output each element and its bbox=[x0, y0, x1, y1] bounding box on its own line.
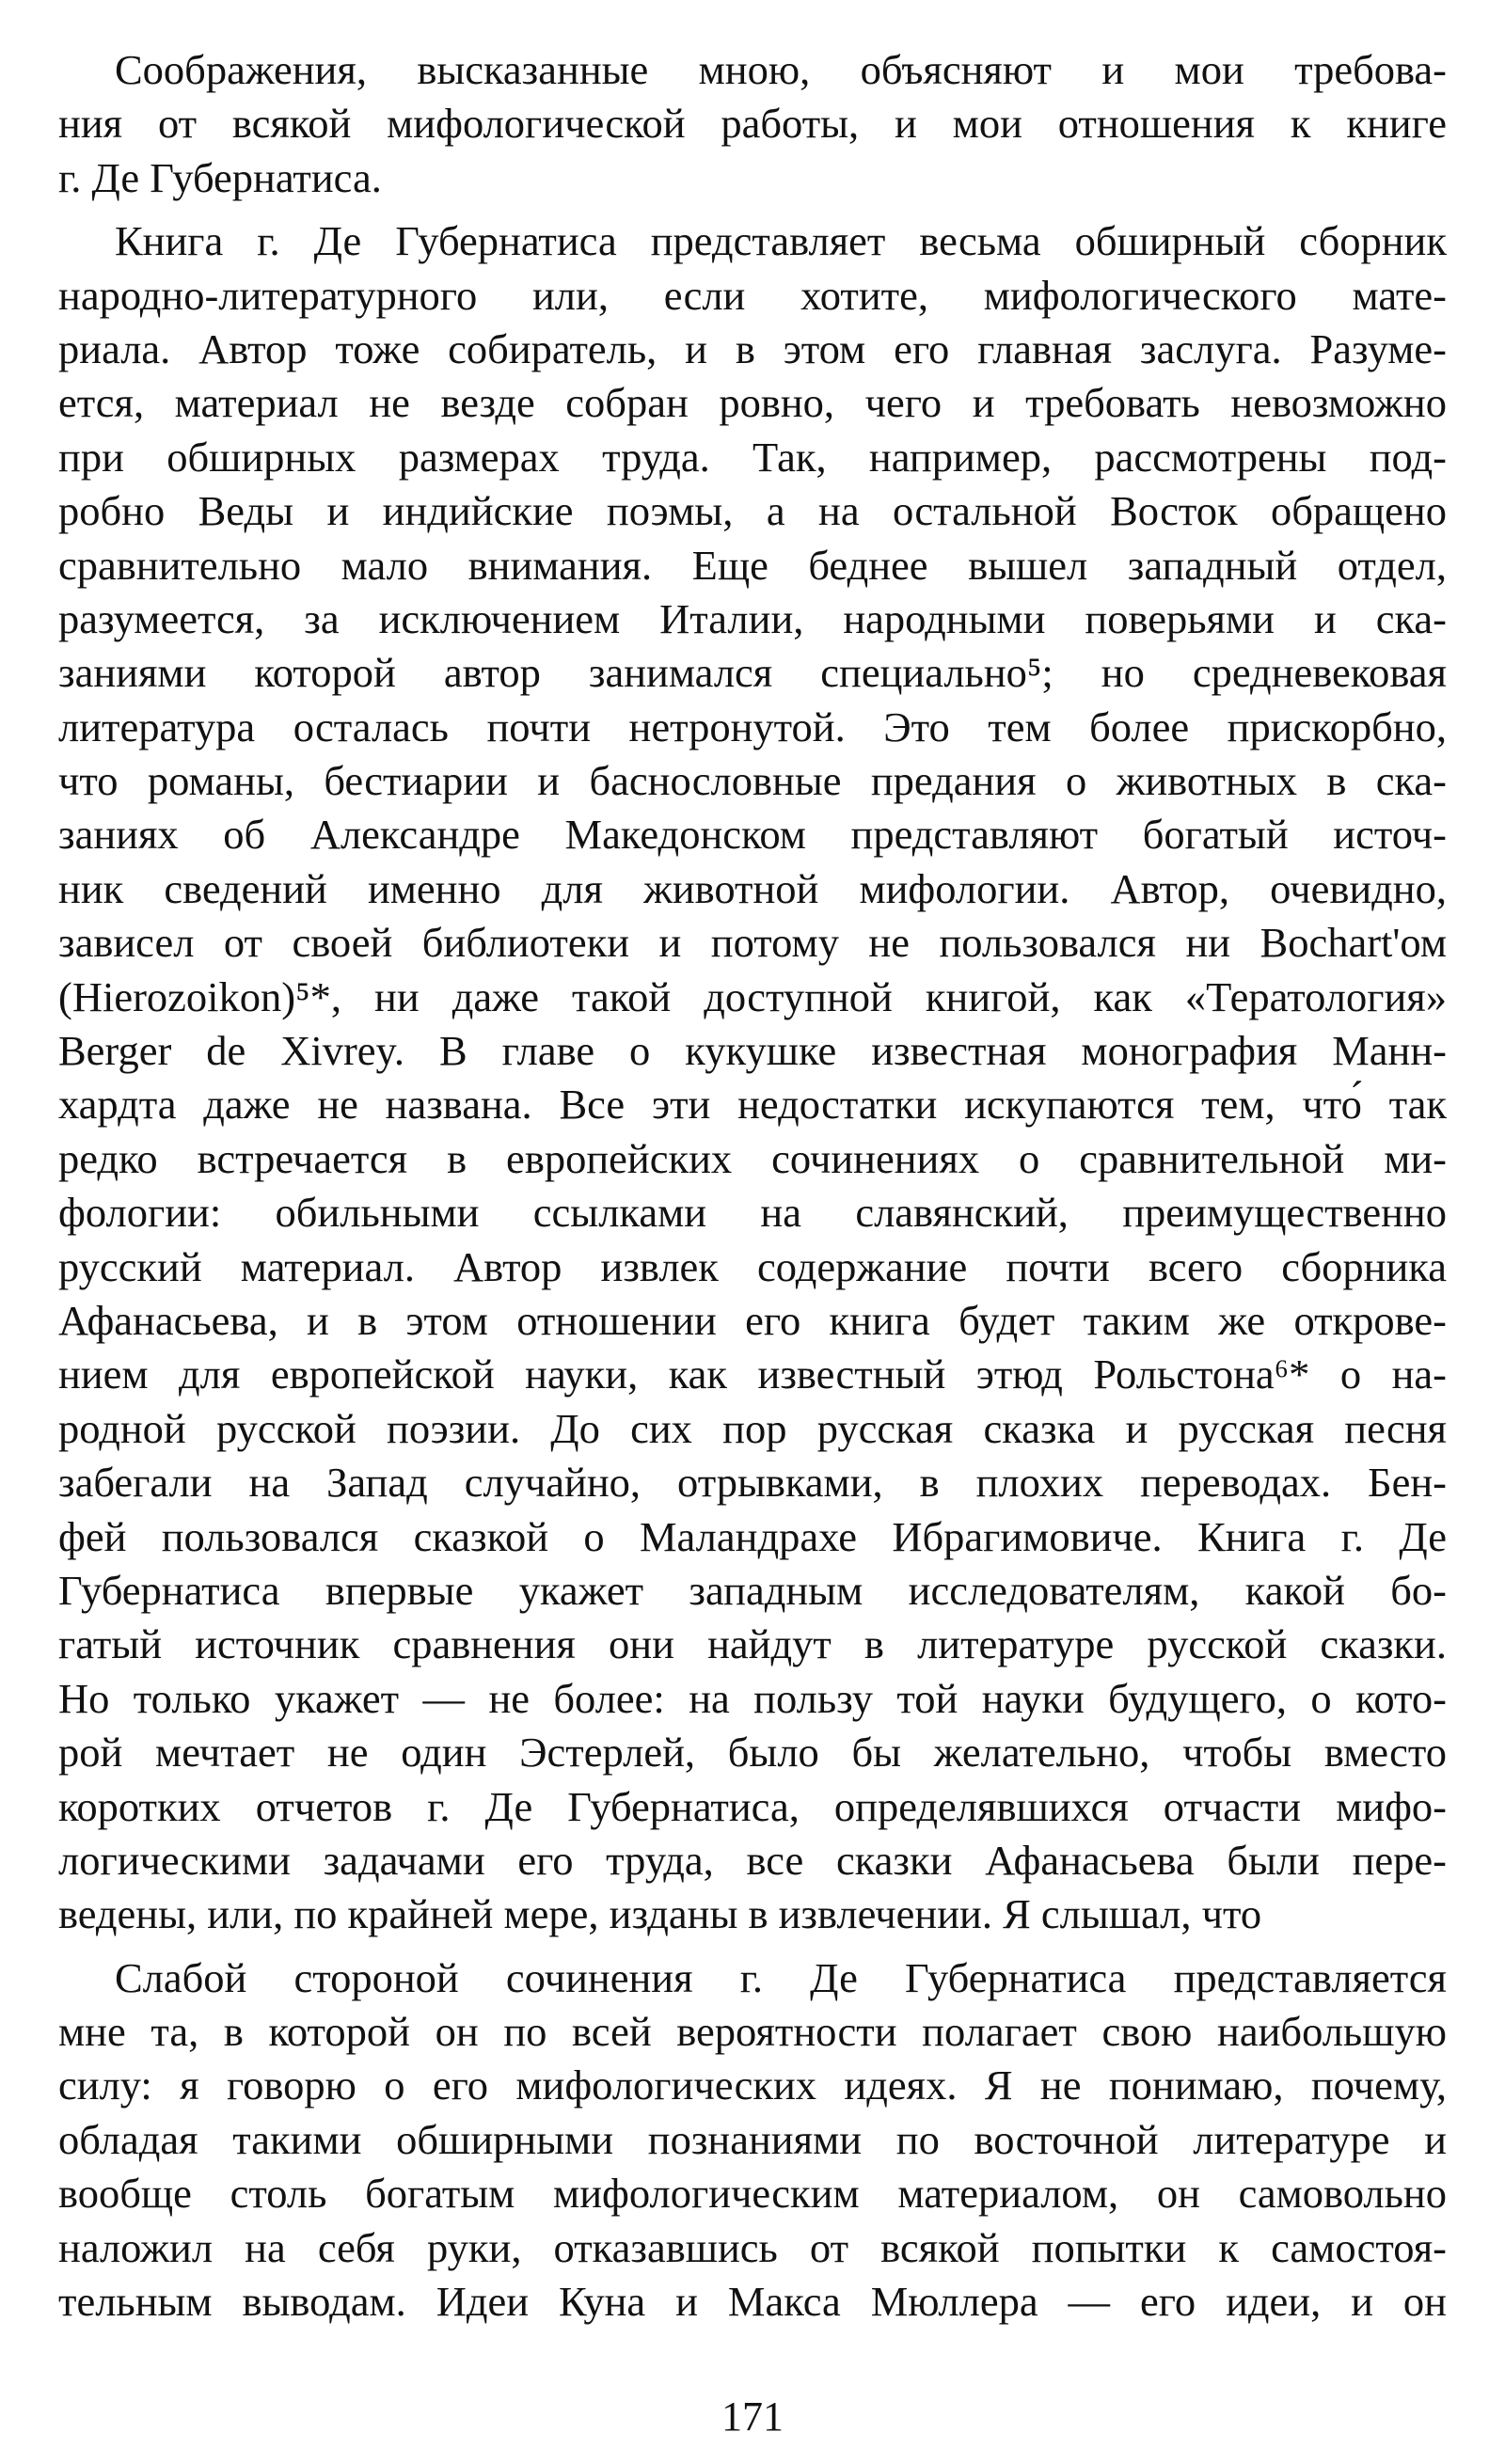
text-line: фологии: обильными ссылками на славянский, преимущественно bbox=[58, 1189, 1447, 1237]
text-line: при обширных размерах труда. Так, например, рассмотрены под- bbox=[58, 433, 1447, 481]
text-line: что романы, бестиарии и баснословные предания о животных в ска- bbox=[58, 757, 1447, 805]
text-line: Афанасьева, и в этом отношении его книга будет таким же открове- bbox=[58, 1296, 1447, 1344]
paragraph-1 bbox=[58, 43, 1447, 205]
page-number: 171 bbox=[721, 2393, 784, 2440]
text-line: (Hierozoikon)⁵*, ни даже такой доступной книгой, как «Тератология» bbox=[58, 972, 1447, 1020]
text-line: Слабой стороной сочинения г. Де Губернатиса представляется bbox=[115, 1953, 1447, 2001]
text-line: ник сведений именно для животной мифологии. Автор, очевидно, bbox=[58, 864, 1447, 912]
text-line: забегали на Запад случайно, отрывками, в плохих переводах. Бен- bbox=[58, 1459, 1447, 1507]
text-line: родной русской поэзии. До сих пор русская сказка и русская песня bbox=[58, 1404, 1447, 1452]
text-line: тельным выводам. Идеи Куна и Макса Мюллера — его идеи, и он bbox=[58, 2278, 1447, 2326]
paragraph-gap bbox=[58, 1942, 1447, 1951]
text-line: литература осталась почти нетронутой. Это тем более прискорбно, bbox=[58, 703, 1447, 750]
text-line: Книга г. Де Губернатиса представляет весьма обширный сборник bbox=[115, 217, 1447, 265]
text-line: Соображения, высказанные мною, объясняют и мои требова- bbox=[115, 46, 1447, 93]
text-line: русский материал. Автор извлек содержание почти всего сборника bbox=[58, 1242, 1447, 1290]
text-line: наложил на себя руки, отказавшись от всякой попытки к самостоя- bbox=[58, 2223, 1447, 2271]
text-line: вообще столь богатым мифологическим материалом, он самовольно bbox=[58, 2170, 1447, 2218]
text-line: г. Де Губернатиса. bbox=[58, 153, 382, 201]
text-line: зависел от своей библиотеки и потому не пользовался ни Bochart'ом bbox=[58, 919, 1447, 967]
text-line: силу: я говорю о его мифологических идеях. Я не понимаю, почему, bbox=[58, 2061, 1447, 2109]
text-line: ется, материал не везде собран ровно, чего и требовать невозможно bbox=[58, 379, 1447, 427]
text-line: народно-литературного или, если хотите, мифологического мате- bbox=[58, 271, 1447, 319]
text-line: разумеется, за исключением Италии, народными поверьями и ска- bbox=[58, 594, 1447, 642]
text-line: редко встречается в европейских сочинениях о сравнительной ми- bbox=[58, 1134, 1447, 1182]
text-line: рой мечтает не один Эстерлей, было бы желательно, чтобы вместо bbox=[58, 1729, 1447, 1777]
text-line: мне та, в которой он по всей вероятности полагает свою наибольшую bbox=[58, 2008, 1447, 2056]
text-line: Berger de Xivrey. В главе о кукушке известная монография Манн- bbox=[58, 1027, 1447, 1075]
text-line: фей пользовался сказкой о Маландрахе Ибрагимовиче. Книга г. Де bbox=[58, 1512, 1447, 1560]
text-line: обладая такими обширными познаниями по восточной литературе и bbox=[58, 2115, 1447, 2163]
text-line: риала. Автор тоже собиратель, и в этом его главная заслуга. Разуме- bbox=[58, 324, 1447, 372]
text-line: робно Веды и индийские поэмы, а на остальной Восток обращено bbox=[58, 487, 1447, 535]
text-line: Губернатиса впервые укажет западным исследователям, какой бо- bbox=[58, 1566, 1447, 1614]
paragraph-3 bbox=[58, 1951, 1447, 2330]
paragraph-2 bbox=[58, 214, 1447, 1942]
text-line: нием для европейской науки, как известный этюд Рольстона⁶* о на- bbox=[58, 1350, 1447, 1398]
text-line: коротких отчетов г. Де Губернатиса, определявшихся отчасти мифо- bbox=[58, 1782, 1447, 1830]
text-line: сравнительно мало внимания. Еще беднее вышел западный отдел, bbox=[58, 541, 1447, 589]
text-line: ния от всякой мифологической работы, и мои отношения к книге bbox=[58, 100, 1447, 148]
text-line: хардта даже не названа. Все эти недостатки искупаются тем, что́ так bbox=[58, 1081, 1447, 1129]
text-line: Но только укажет — не более: на пользу той науки будущего, о кото- bbox=[58, 1674, 1447, 1722]
text-line: гатый источник сравнения они найдут в литературе русской сказки. bbox=[58, 1620, 1447, 1668]
page-body bbox=[58, 43, 1447, 2329]
text-line: заниях об Александре Македонском представляют богатый источ- bbox=[58, 811, 1447, 859]
text-line: заниями которой автор занимался специально⁵; но средневековая bbox=[58, 649, 1447, 697]
text-line: ведены, или, по крайней мере, изданы в извлечении. Я слышал, что bbox=[58, 1890, 1262, 1938]
text-line: логическими задачами его труда, все сказки Афанасьева были пере- bbox=[58, 1836, 1447, 1884]
paragraph-gap bbox=[58, 205, 1447, 214]
